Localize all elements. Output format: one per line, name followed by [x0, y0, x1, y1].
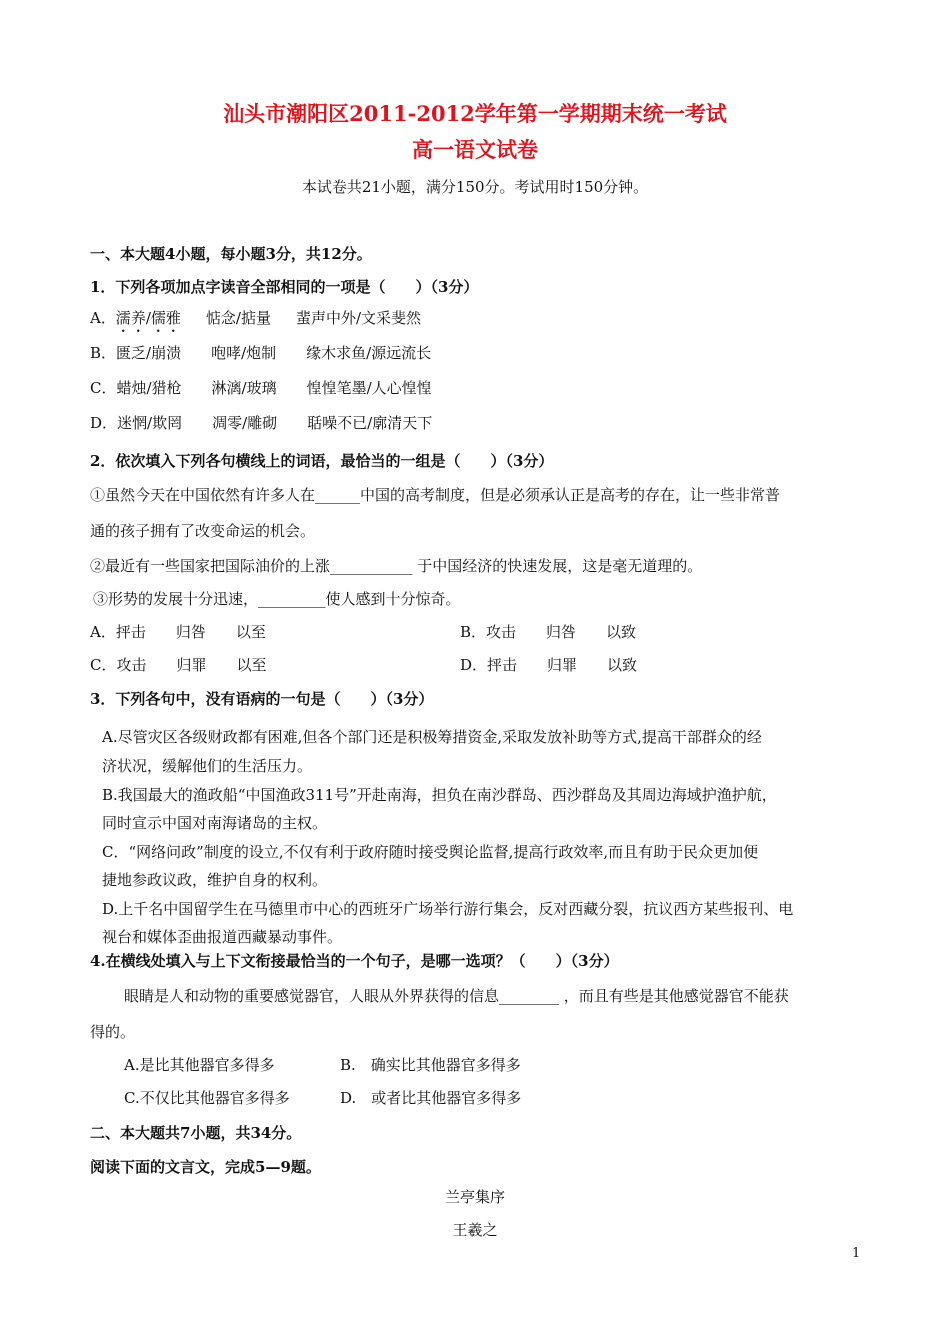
q3-option-a-line1: A.尽管灾区各级财政都有困难,但各个部门还是积极筹措资金,采取发放补助等方式,提高干部群众的经	[102, 728, 762, 746]
section2-heading: 二、本大题共7小题，共34分。	[90, 1124, 302, 1142]
q4-passage-line2: 得的。	[90, 1023, 136, 1041]
q1-option-label: D．	[90, 414, 118, 432]
q1-option-part1: 濡养/儒雅	[115, 309, 181, 327]
section2-instruction: 阅读下面的文言文，完成5—9题。	[90, 1158, 321, 1176]
q1-option-part1: 蜡烛/猎枪	[116, 379, 182, 397]
q4-option-d: D. 或者比其他器官多得多	[340, 1089, 522, 1107]
q1-option-part3: 惶惶笔墨/人心惶惶	[306, 379, 432, 397]
q1-option-c	[90, 377, 432, 398]
q2-option-a: A．抨击 归咎 以至	[90, 623, 266, 641]
q3-option-b-line1: B.我国最大的渔政船“中国渔政311号”开赴南海，担负在南沙群岛、西沙群岛及其周边海域护渔护航，	[102, 786, 777, 804]
q2-sentence2: ②最近有一些国家把国际油价的上涨___________ 于中国经济的快速发展，这是毫无道理的。	[90, 557, 703, 575]
exam-note: 本试卷共21小题，满分150分。考试用时150分钟。	[301, 178, 649, 196]
q2-option-d: D．抨击 归罪 以致	[460, 656, 638, 674]
q1-stem: 1．下列各项加点字读音全部相同的一项是（ ）（3分）	[90, 278, 479, 296]
q2-option-b: B．攻击 归咎 以致	[460, 623, 637, 641]
q4-option-c: C.不仅比其他器官多得多	[124, 1089, 290, 1107]
passage-author: 王羲之	[452, 1221, 498, 1239]
q1-option-label: B．	[90, 344, 117, 362]
q3-option-c-line2: 捷地参政议政，维护自身的权利。	[102, 871, 328, 889]
q3-option-d-line2: 视台和媒体歪曲报道西藏暴动事件。	[102, 928, 343, 946]
q1-option-part1: 匮乏/崩溃	[116, 344, 182, 362]
q2-sentence1-line1: ①虽然今天在中国依然有许多人在______中国的高考制度，但是必须承认正是高考的存在，让一些非常普	[90, 486, 781, 504]
q3-option-d-line1: D.上千名中国留学生在马德里市中心的西班牙广场举行游行集会，反对西藏分裂，抗议西方某些报刊、电	[102, 900, 794, 918]
q3-option-a-line2: 济状况，缓解他们的生活压力。	[102, 757, 313, 775]
q4-passage-line1: 眼睛是人和动物的重要感觉器官，人眼从外界获得的信息________ ，而且有些是其他感觉器官不能获	[124, 987, 789, 1005]
q1-option-a	[90, 307, 421, 336]
section1-heading: 一、本大题4小题，每小题3分，共12分。	[90, 245, 372, 263]
q1-option-part2: 淋漓/玻璃	[211, 379, 277, 397]
exam-title: 汕头市潮阳区2011-2012学年第一学期期末统一考试	[223, 101, 727, 126]
exam-subtitle: 高一语文试卷	[412, 137, 538, 162]
q1-option-d	[90, 412, 432, 433]
q1-option-part2: 咆哮/炮制	[211, 344, 277, 362]
q3-option-b-line2: 同时宣示中国对南海诸岛的主权。	[102, 814, 328, 832]
q2-stem: 2．依次填入下列各句横线上的词语，最恰当的一组是（ ）（3分）	[90, 452, 554, 470]
q1-option-label: C．	[90, 379, 117, 397]
q2-option-c: C．攻击 归罪 以至	[90, 656, 267, 674]
q1-option-part3: 聒噪不已/廓清天下	[307, 414, 433, 432]
q3-option-c-line1: C．“网络问政”制度的设立,不仅有利于政府随时接受舆论监督,提高行政效率,而且有助于民众更加便	[102, 843, 759, 861]
page-number: 1	[852, 1246, 861, 1261]
q4-option-b: B. 确实比其他器官多得多	[340, 1056, 521, 1074]
q1-option-part2: 凋零/雕砌	[212, 414, 278, 432]
q4-option-a: A.是比其他器官多得多	[124, 1056, 275, 1074]
q2-sentence3: ③形势的发展十分迅速，_________使人感到十分惊奇。	[93, 590, 461, 608]
q3-stem: 3．下列各句中，没有语病的一句是（ ）（3分）	[90, 690, 434, 708]
q1-option-part3: 缘木求鱼/源远流长	[306, 344, 432, 362]
passage-title: 兰亭集序	[444, 1188, 505, 1206]
q1-option-part3: 蜚声中外/文采斐然	[295, 309, 422, 327]
q1-option-label: A．	[90, 309, 116, 327]
q1-option-part1: 迷惘/欺罔	[117, 414, 183, 432]
q1-option-part2: 惦念/掂量	[205, 309, 271, 327]
q1-option-b	[90, 342, 431, 363]
q4-stem: 4.在横线处填入与上下文衔接最恰当的一个句子，是哪一选项？（ ）（3分）	[90, 952, 619, 970]
q2-sentence1-line2: 通的孩子拥有了改变命运的机会。	[90, 522, 316, 540]
